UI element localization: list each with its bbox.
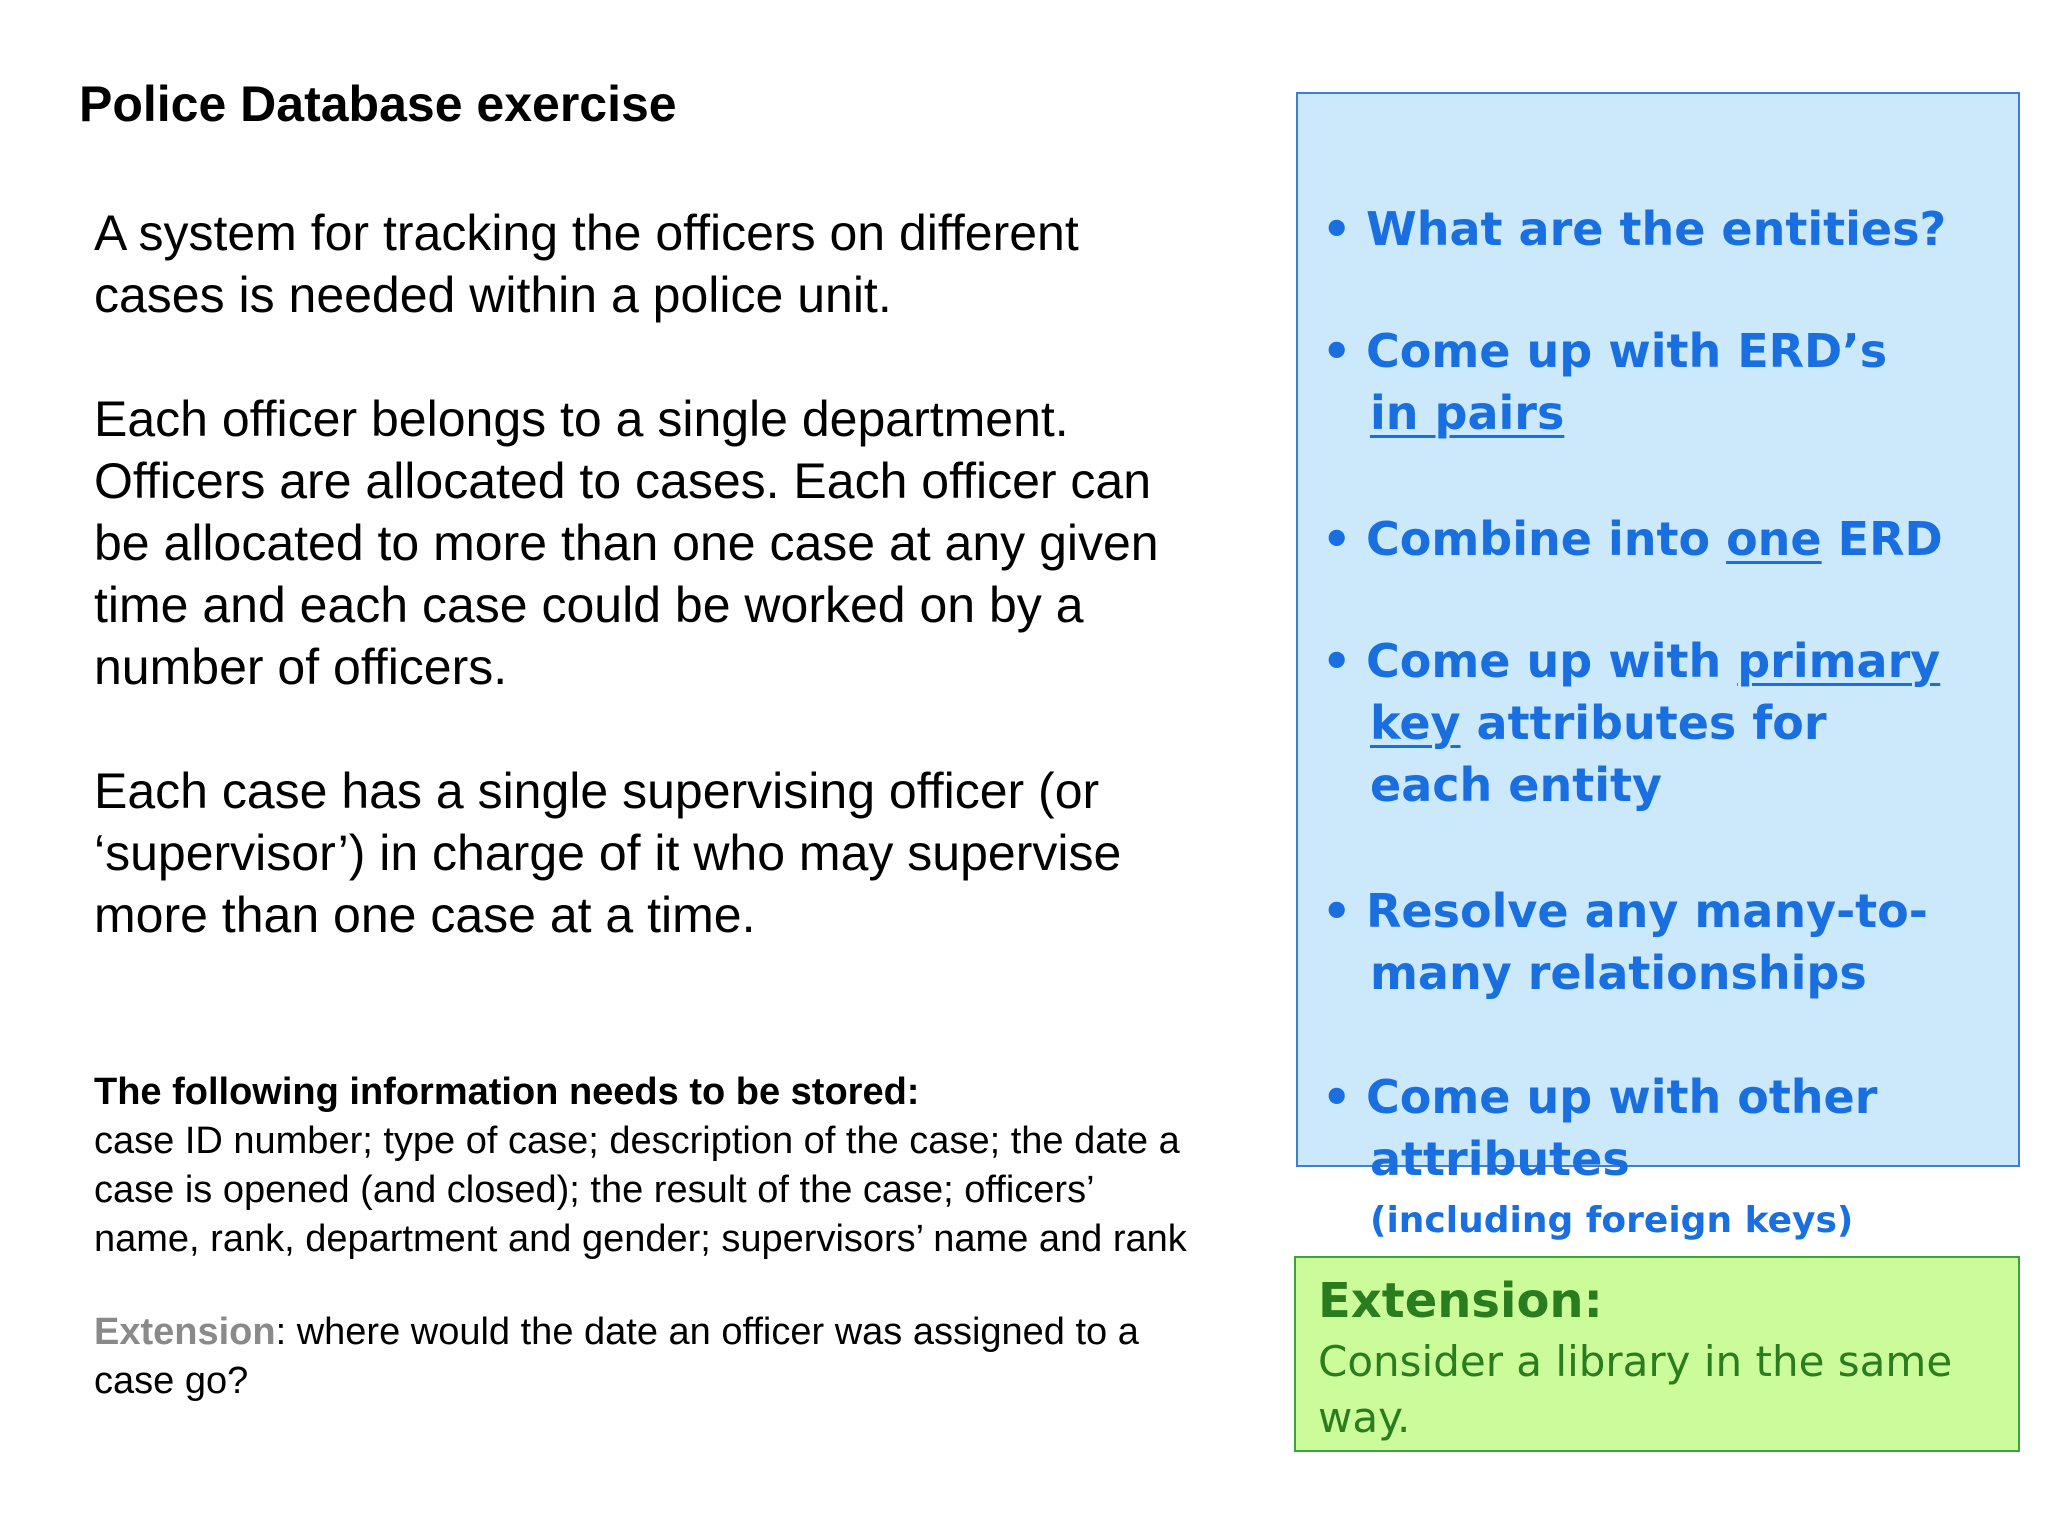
foreign-keys-note: (including foreign keys): [1370, 1200, 1854, 1241]
page-title: Police Database exercise: [79, 76, 677, 132]
text-line: Consider a library in the same: [1318, 1337, 1953, 1386]
extension-box: [1294, 1256, 2020, 1452]
task-text: [1366, 880, 1928, 1004]
task-item-entities: [1322, 198, 1946, 260]
text-line: ‘supervisor’) in charge of it who may supervise: [94, 825, 1122, 881]
stored-information: [94, 1068, 1187, 1264]
task-item-attributes: [1322, 1066, 1877, 1244]
text-fragment: Combine into: [1366, 512, 1727, 566]
task-item-erds: [1322, 320, 1887, 444]
text-line: case go?: [94, 1360, 249, 1402]
text-line: each entity: [1370, 758, 1662, 812]
extension-question: [94, 1308, 1139, 1406]
text-line: [1366, 382, 1887, 444]
bullet-icon: •: [1322, 512, 1352, 566]
supervisor-paragraph: [94, 760, 1121, 946]
text-line: [1366, 630, 1940, 692]
intro-paragraph: [94, 202, 1079, 326]
task-text: [1366, 320, 1887, 444]
text-line: number of officers.: [94, 639, 508, 695]
text-line: [94, 1308, 1139, 1357]
task-text: [1366, 1066, 1877, 1244]
text-line: cases is needed within a police unit.: [94, 267, 892, 323]
bullet-icon: •: [1322, 634, 1352, 688]
text-line: A system for tracking the officers on different: [94, 205, 1079, 261]
text-line: [1366, 508, 1943, 570]
bullet-icon: •: [1322, 1070, 1352, 1124]
task-item-resolve: [1322, 880, 1928, 1004]
text-line: Resolve any many-to-: [1366, 884, 1928, 938]
extension-box-body: [1318, 1334, 1952, 1446]
text-line: many relationships: [1370, 946, 1867, 1000]
text-line: more than one case at a time.: [94, 887, 756, 943]
task-list-box: [1296, 92, 2020, 1241]
underlined-text: primary: [1737, 634, 1941, 688]
text-fragment: Come up with: [1366, 634, 1738, 688]
text-line: name, rank, department and gender; supervisors’ name and rank: [94, 1218, 1187, 1260]
stored-information-heading: The following information needs to be stored:: [94, 1071, 920, 1113]
text-line: way.: [1318, 1393, 1411, 1442]
task-item-combine: [1322, 508, 1943, 570]
extension-box-title: Extension:: [1318, 1273, 1603, 1329]
text-line: Each officer belongs to a single department.: [94, 391, 1069, 447]
extension-question-text: : where would the date an officer was assigned to a: [275, 1311, 1139, 1353]
bullet-icon: •: [1322, 884, 1352, 938]
task-item-primary-keys: [1322, 630, 1940, 816]
text-line: case is opened (and closed); the result of the case; officers’: [94, 1169, 1095, 1211]
text-line: Come up with other: [1366, 1070, 1878, 1124]
task-text: [1366, 198, 1946, 260]
text-fragment: attributes for: [1460, 696, 1827, 750]
bullet-icon: •: [1322, 324, 1352, 378]
text-line: Come up with ERD’s: [1366, 324, 1888, 378]
text-line: be allocated to more than one case at any given: [94, 515, 1159, 571]
officer-paragraph: [94, 388, 1159, 698]
extension-label: Extension: [94, 1311, 276, 1353]
underlined-text: one: [1726, 512, 1822, 566]
text-line: What are the entities?: [1366, 202, 1947, 256]
text-line: [1366, 692, 1940, 754]
underlined-text: in pairs: [1370, 386, 1565, 440]
underlined-text: key: [1370, 696, 1461, 750]
bullet-icon: •: [1322, 202, 1352, 256]
text-line: attributes: [1370, 1132, 1630, 1186]
task-text: [1366, 508, 1943, 570]
text-line: Officers are allocated to cases. Each officer can: [94, 453, 1152, 509]
text-fragment: ERD: [1821, 512, 1943, 566]
text-line: Each case has a single supervising officer (or: [94, 763, 1100, 819]
task-text: [1366, 630, 1940, 816]
text-line: case ID number; type of case; description of the case; the date a: [94, 1120, 1180, 1162]
text-line: time and each case could be worked on by a: [94, 577, 1084, 633]
